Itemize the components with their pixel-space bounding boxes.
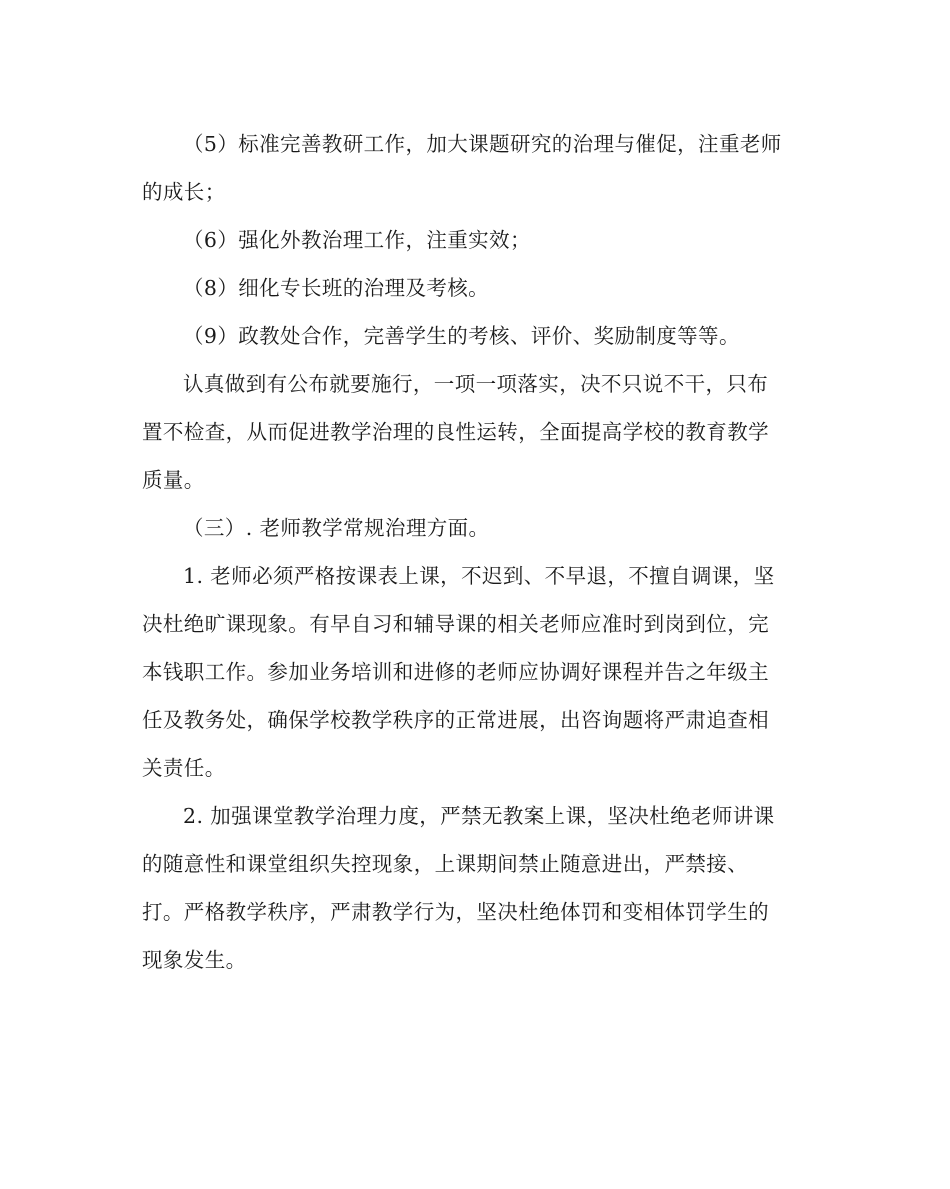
- paragraph-item-6: [142, 216, 814, 264]
- text-line: 置不检查，从而促进教学治理的良性运转，全面提高学校的教育教学: [142, 420, 769, 444]
- paragraph-rule-2: [142, 792, 814, 984]
- text-line: 认真做到有公布就要施行，一项一项落实，决不只说不干，只布: [183, 372, 769, 396]
- text-line: 关责任。: [142, 756, 226, 780]
- section-heading: [142, 504, 814, 552]
- text-line: 质量。: [142, 468, 205, 492]
- paragraph-rule-1: [142, 552, 814, 792]
- text-line: 现象发生。: [142, 948, 247, 972]
- text-line: 的随意性和课堂组织失控现象，上课期间禁止随意进出，严禁接、: [142, 852, 749, 876]
- paragraph-item-5: [142, 120, 814, 216]
- text-line: 的成长；: [142, 180, 226, 204]
- text-line: 本钱职工作。参加业务培训和进修的老师应协调好课程并告之年级主: [142, 660, 769, 684]
- text-line: （9）政教处合作，完善学生的考核、评价、奖励制度等等。: [183, 324, 740, 348]
- text-line: （6）强化外教治理工作，注重实效；: [183, 228, 531, 252]
- document-body: [142, 120, 814, 984]
- text-line: 2. 加强课堂教学治理力度，严禁无教案上课，坚决杜绝老师讲课: [183, 804, 775, 828]
- paragraph-item-8: [142, 264, 814, 312]
- text-line: 1. 老师必须严格按课表上课，不迟到、不早退，不擅自调课，坚: [183, 564, 775, 588]
- text-line: 打。严格教学秩序，严肃教学行为，坚决杜绝体罚和变相体罚学生的: [142, 900, 769, 924]
- text-line: （8）细化专长班的治理及考核。: [183, 276, 490, 300]
- text-line: 任及教务处，确保学校教学秩序的正常进展，出咨询题将严肃追查相: [142, 708, 769, 732]
- text-line: 决杜绝旷课现象。有早自习和辅导课的相关老师应准时到岗到位，完: [142, 612, 769, 636]
- paragraph-item-9: [142, 312, 814, 360]
- text-line: （三）. 老师教学常规治理方面。: [183, 516, 490, 540]
- paragraph-summary: [142, 360, 814, 504]
- text-line: （5）标准完善教研工作，加大课题研究的治理与催促，注重老师: [183, 132, 782, 156]
